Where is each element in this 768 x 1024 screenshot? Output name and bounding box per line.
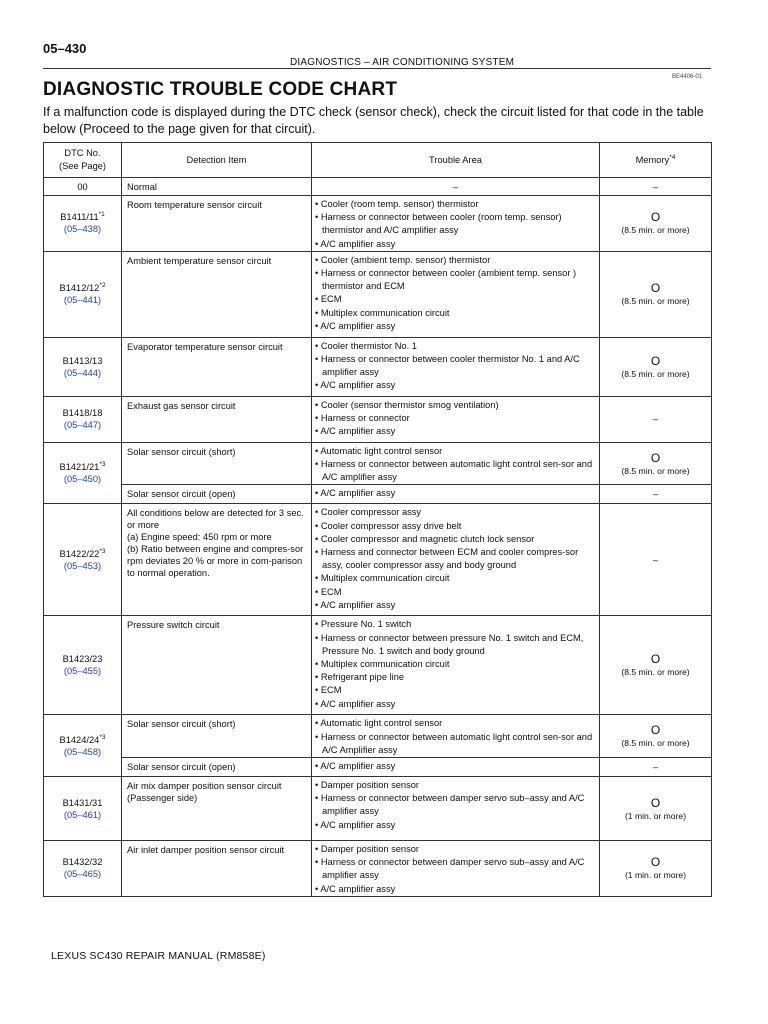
memory-duration: (8.5 min. or more) bbox=[621, 368, 690, 379]
header-memory-label: Memory bbox=[635, 154, 670, 165]
trouble-area-cell bbox=[312, 504, 600, 616]
header-trouble-area: Trouble Area bbox=[312, 143, 600, 178]
trouble-area-item: • Harness or connector between cooler (room temp. sensor) thermistor and A/C amplifier assy bbox=[315, 212, 562, 236]
dtc-code-note: *3 bbox=[99, 461, 106, 469]
trouble-area-item: • A/C amplifier assy bbox=[315, 599, 396, 610]
dtc-code-note: *2 bbox=[99, 282, 106, 290]
header-dtc-line2: (See Page) bbox=[58, 161, 107, 171]
trouble-area-item: • Cooler thermistor No. 1 bbox=[315, 340, 417, 351]
dtc-code-cell bbox=[44, 337, 122, 396]
trouble-area-item: • A/C amplifier assy bbox=[315, 761, 396, 772]
trouble-area-item: • ECM bbox=[315, 685, 342, 696]
table-header-row bbox=[44, 143, 712, 178]
dtc-code-cell bbox=[44, 504, 122, 616]
table-row bbox=[44, 504, 712, 616]
trouble-area-cell bbox=[312, 251, 600, 337]
table-row bbox=[44, 841, 712, 897]
dtc-code: B1422/22 bbox=[59, 548, 100, 559]
trouble-area-item: • Multiplex communication circuit bbox=[315, 307, 450, 318]
memory-cell: – bbox=[600, 504, 712, 616]
dtc-code: B1431/31 bbox=[62, 797, 103, 808]
trouble-area-cell bbox=[312, 442, 600, 485]
trouble-area-item: • Multiplex communication circuit bbox=[315, 659, 450, 670]
trouble-area-item: • Harness or connector between automatic light control sen-sor and A/C amplifier assy bbox=[315, 459, 593, 483]
memory-duration: (1 min. or more) bbox=[624, 810, 687, 821]
detection-item-cell: Evaporator temperature sensor circuit bbox=[122, 337, 312, 396]
detection-item-cell: Air mix damper position sensor circuit (Passenger side) bbox=[122, 777, 312, 841]
trouble-area-item: • A/C amplifier assy bbox=[315, 819, 396, 830]
trouble-area-item: • A/C amplifier assy bbox=[315, 883, 396, 894]
detection-item-cell: Pressure switch circuit bbox=[122, 616, 312, 715]
detection-item-cell: Solar sensor circuit (open) bbox=[122, 485, 312, 504]
trouble-area-item: • Harness and connector between ECM and cooler compres-sor assy, cooler compressor assy and body ground bbox=[315, 547, 579, 571]
trouble-area-item: • Cooler (ambient temp. sensor) thermistor bbox=[315, 254, 491, 265]
trouble-area-item: • Harness or connector between damper servo sub–assy and A/C amplifier assy bbox=[315, 857, 585, 881]
trouble-area-cell bbox=[312, 841, 600, 897]
detection-item-cell: Exhaust gas sensor circuit bbox=[122, 396, 312, 442]
dtc-code-cell bbox=[44, 715, 122, 777]
memory-circle: O bbox=[650, 281, 661, 296]
dtc-code: B1432/32 bbox=[62, 857, 103, 868]
memory-duration: (8.5 min. or more) bbox=[621, 738, 690, 749]
table-row bbox=[44, 337, 712, 396]
detection-item-cell: Normal bbox=[122, 178, 312, 196]
memory-cell bbox=[600, 715, 712, 758]
memory-cell: – bbox=[600, 178, 712, 196]
detection-item-cell: Solar sensor circuit (short) bbox=[122, 442, 312, 485]
trouble-area-item: • Harness or connector between automatic light control sen-sor and A/C Amplifier assy bbox=[315, 731, 593, 755]
see-page-link[interactable]: (05–450) bbox=[63, 474, 102, 485]
trouble-area-item: • Cooler (room temp. sensor) thermistor bbox=[315, 199, 479, 209]
memory-cell bbox=[600, 196, 712, 252]
memory-duration: (8.5 min. or more) bbox=[621, 296, 690, 307]
memory-cell: – bbox=[600, 396, 712, 442]
trouble-area-item: • Multiplex communication circuit bbox=[315, 573, 450, 584]
dtc-code-cell bbox=[44, 251, 122, 337]
detection-item-cell: Solar sensor circuit (short) bbox=[122, 715, 312, 758]
dtc-code: B1424/24 bbox=[59, 734, 100, 745]
dtc-code: B1412/12 bbox=[59, 283, 100, 294]
dtc-code-note: *3 bbox=[99, 547, 106, 555]
trouble-area-cell bbox=[312, 616, 600, 715]
see-page-link[interactable]: (05–458) bbox=[63, 746, 102, 757]
memory-cell bbox=[600, 442, 712, 485]
trouble-area-item: • Cooler compressor and magnetic clutch lock sensor bbox=[315, 533, 535, 544]
dtc-code-cell bbox=[44, 616, 122, 715]
trouble-area-item: • ECM bbox=[315, 586, 342, 597]
dtc-code-cell bbox=[44, 442, 122, 504]
memory-cell bbox=[600, 616, 712, 715]
memory-circle: O bbox=[650, 450, 661, 465]
trouble-area-item: • Damper position sensor bbox=[315, 780, 420, 791]
see-page-link[interactable]: (05–444) bbox=[63, 367, 102, 378]
dtc-code: B1411/11 bbox=[60, 212, 99, 223]
table-row bbox=[44, 178, 712, 196]
trouble-area-cell: – bbox=[312, 178, 600, 196]
trouble-area-item: • Automatic light control sensor bbox=[315, 718, 443, 729]
dtc-code-note: *1 bbox=[98, 211, 105, 219]
header-memory-note: *4 bbox=[669, 153, 676, 161]
see-page-link[interactable]: (05–455) bbox=[63, 666, 102, 677]
trouble-area-item: • Pressure No. 1 switch bbox=[315, 619, 412, 630]
detection-item-cell: Air inlet damper position sensor circuit bbox=[122, 841, 312, 897]
trouble-area-item: • Refrigerant pipe line bbox=[315, 672, 405, 683]
see-page-link[interactable]: (05–465) bbox=[63, 869, 102, 880]
table-row bbox=[44, 777, 712, 841]
table-row bbox=[44, 442, 712, 485]
memory-circle: O bbox=[650, 723, 661, 738]
dtc-table bbox=[43, 142, 712, 897]
trouble-area-cell bbox=[312, 337, 600, 396]
memory-cell bbox=[600, 841, 712, 897]
see-page-link[interactable]: (05–461) bbox=[63, 809, 102, 820]
trouble-area-item: • A/C amplifier assy bbox=[315, 698, 396, 709]
table-row bbox=[44, 196, 712, 252]
dtc-code: B1413/13 bbox=[62, 355, 103, 366]
header-memory bbox=[600, 143, 712, 178]
see-page-link[interactable]: (05–438) bbox=[63, 224, 102, 235]
memory-duration: (1 min. or more) bbox=[624, 870, 687, 881]
trouble-area-item: • Harness or connector between cooler (ambient temp. sensor ) thermistor and ECM bbox=[315, 268, 577, 292]
table-row bbox=[44, 396, 712, 442]
dtc-code-note: *3 bbox=[99, 733, 106, 741]
reference-code: BE4406-01 bbox=[672, 74, 703, 80]
dtc-code-cell bbox=[44, 841, 122, 897]
chart-title: DIAGNOSTIC TROUBLE CODE CHART bbox=[43, 79, 398, 100]
memory-duration: (8.5 min. or more) bbox=[621, 667, 690, 678]
trouble-area-item: • Harness or connector between pressure No. 1 switch and ECM, Pressure No. 1 switch and body ground bbox=[315, 632, 584, 656]
dtc-code-cell: 00 bbox=[44, 178, 122, 196]
memory-circle: O bbox=[650, 353, 661, 368]
dtc-code: B1418/18 bbox=[62, 408, 103, 419]
trouble-area-item: • A/C amplifier assy bbox=[315, 488, 396, 499]
trouble-area-item: • Harness or connector between cooler thermistor No. 1 and A/C amplifier assy bbox=[315, 354, 580, 378]
trouble-area-cell bbox=[312, 715, 600, 758]
memory-cell bbox=[600, 777, 712, 841]
detection-item-cell: Room temperature sensor circuit bbox=[122, 196, 312, 252]
trouble-area-item: • Automatic light control sensor bbox=[315, 445, 443, 456]
memory-duration: (8.5 min. or more) bbox=[621, 465, 690, 476]
header-dtc-line1: DTC No. bbox=[64, 148, 101, 158]
trouble-area-item: • Cooler (sensor thermistor smog ventilation) bbox=[315, 399, 499, 410]
dtc-code-cell bbox=[44, 196, 122, 252]
memory-circle: O bbox=[650, 210, 661, 225]
trouble-area-cell bbox=[312, 777, 600, 841]
trouble-area-item: • Cooler compressor assy bbox=[315, 507, 422, 518]
memory-cell bbox=[600, 251, 712, 337]
trouble-area-item: • A/C amplifier assy bbox=[315, 238, 396, 249]
memory-cell bbox=[600, 337, 712, 396]
see-page-link[interactable]: (05–447) bbox=[63, 420, 102, 431]
memory-duration: (8.5 min. or more) bbox=[621, 225, 690, 236]
trouble-area-item: • A/C amplifier assy bbox=[315, 380, 396, 391]
memory-cell: – bbox=[600, 758, 712, 777]
trouble-area-item: • Damper position sensor bbox=[315, 844, 420, 855]
trouble-area-cell bbox=[312, 396, 600, 442]
see-page-link[interactable]: (05–441) bbox=[63, 295, 102, 306]
dtc-code-cell bbox=[44, 777, 122, 841]
trouble-area-cell bbox=[312, 196, 600, 252]
page-number: 05–430 bbox=[43, 41, 87, 56]
table-row bbox=[44, 485, 712, 504]
header-dtc-no bbox=[44, 143, 122, 178]
trouble-area-cell bbox=[312, 758, 600, 777]
header-rule bbox=[43, 68, 711, 69]
detection-item-cell: Ambient temperature sensor circuit bbox=[122, 251, 312, 337]
trouble-area-item: • Harness or connector between damper servo sub–assy and A/C amplifier assy bbox=[315, 793, 585, 817]
detection-item-cell: Solar sensor circuit (open) bbox=[122, 758, 312, 777]
intro-paragraph: If a malfunction code is displayed during the DTC check (sensor check), check the circuit listed for that code in the table below (Proceed to the page given for that circuit). bbox=[43, 105, 704, 136]
header-detection-item: Detection Item bbox=[122, 143, 312, 178]
dtc-code: B1423/23 bbox=[62, 654, 103, 665]
detection-item-cell: All conditions below are detected for 3 sec. or more (a) Engine speed: 450 rpm or more (b) Ratio between engine and compres-sor rpm deviates 20 % or more in com-parison to normal operation. bbox=[122, 504, 312, 616]
footer: LEXUS SC430 REPAIR MANUAL (RM858E) bbox=[51, 950, 266, 962]
trouble-area-cell bbox=[312, 485, 600, 504]
memory-circle: O bbox=[650, 855, 661, 870]
table-row bbox=[44, 251, 712, 337]
trouble-area-item: • Harness or connector bbox=[315, 413, 410, 424]
table-row bbox=[44, 616, 712, 715]
memory-circle: O bbox=[650, 795, 661, 810]
trouble-area-item: • ECM bbox=[315, 294, 342, 305]
table-row bbox=[44, 758, 712, 777]
see-page-link[interactable]: (05–453) bbox=[63, 560, 102, 571]
dtc-code-cell bbox=[44, 396, 122, 442]
memory-circle: O bbox=[650, 652, 661, 667]
section-title: DIAGNOSTICS – AIR CONDITIONING SYSTEM bbox=[290, 57, 515, 68]
dtc-code: B1421/21 bbox=[59, 462, 100, 473]
memory-cell: – bbox=[600, 485, 712, 504]
table-row bbox=[44, 715, 712, 758]
trouble-area-item: • A/C amplifier assy bbox=[315, 320, 396, 331]
trouble-area-item: • A/C amplifier assy bbox=[315, 426, 396, 437]
trouble-area-item: • Cooler compressor assy drive belt bbox=[315, 520, 462, 531]
